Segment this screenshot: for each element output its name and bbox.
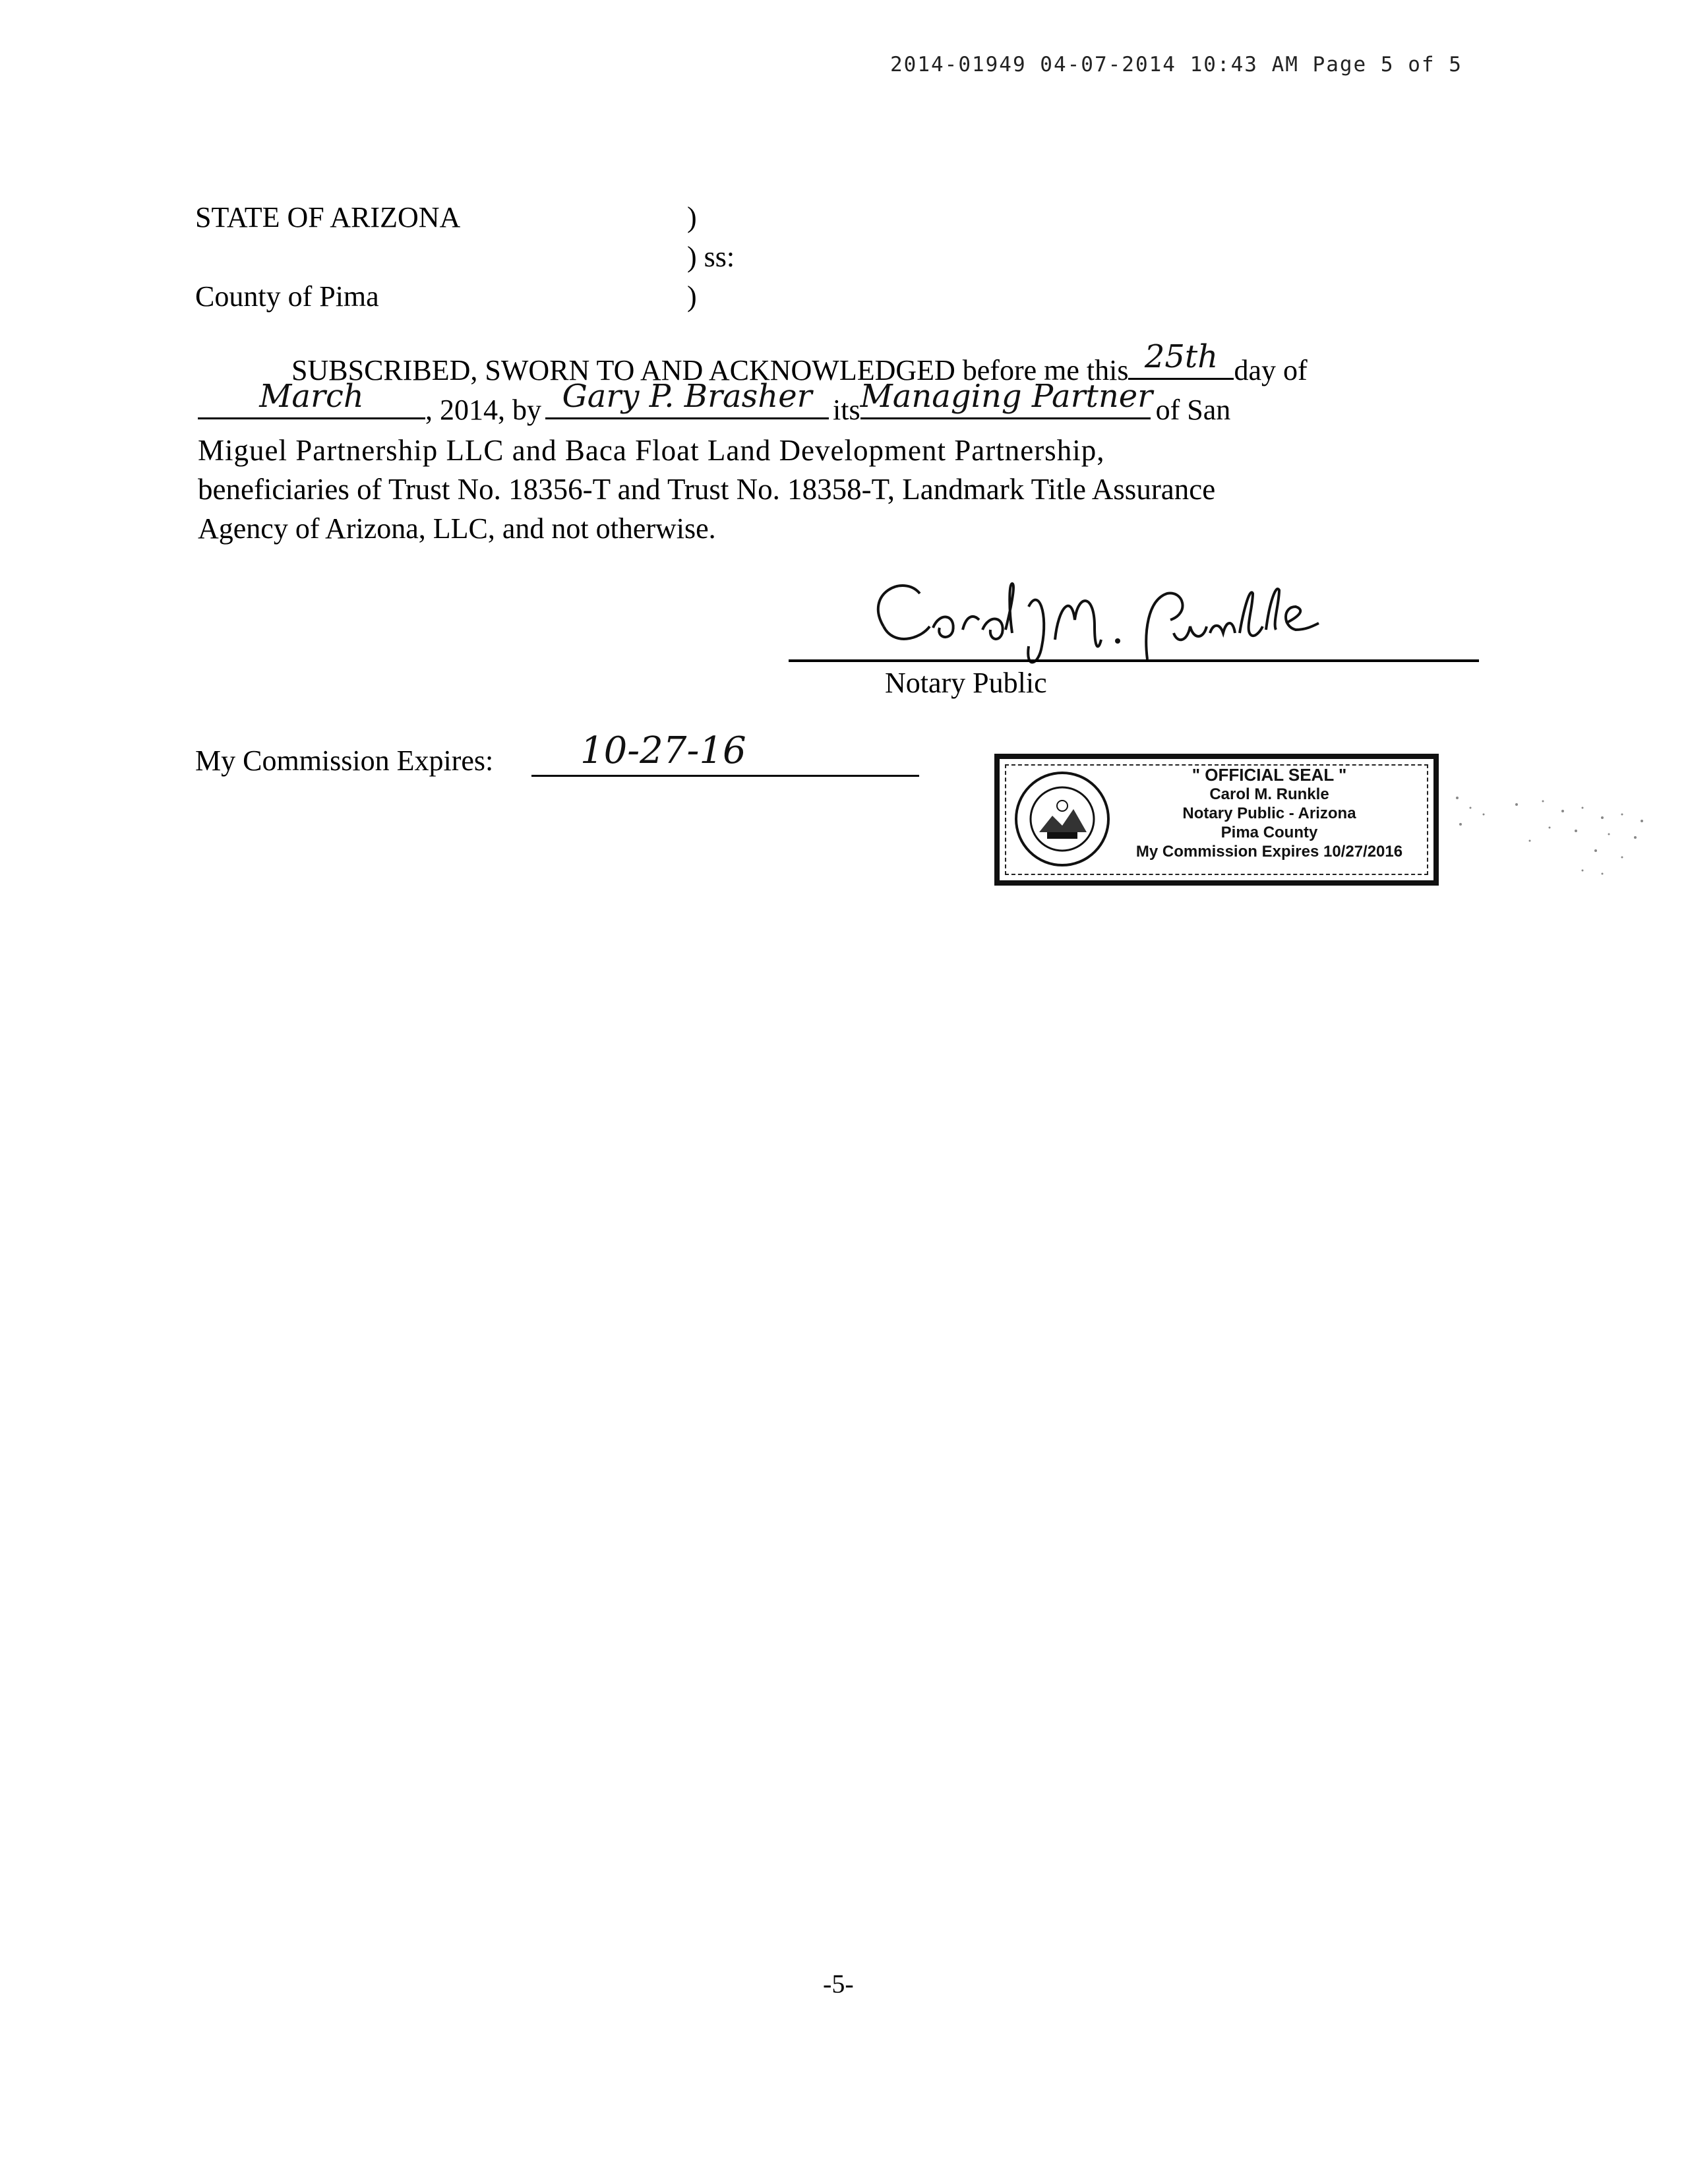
seal-text-block [1112,766,1427,861]
month-blank [198,378,425,419]
page-number: -5- [823,1969,854,1999]
venue-paren-ss: ) ss: [687,241,735,273]
ack-line-2 [198,378,1231,427]
ack-its: its [833,394,860,426]
commission-expires-blank [531,775,919,777]
venue-paren-3: ) [687,280,697,313]
venue-state: STATE OF ARIZONA [195,201,461,233]
seal-notary-state: Notary Public - Arizona [1182,804,1356,822]
day-handwritten: 25th [1144,338,1219,375]
seal-notary-name: Carol M. Runkle [1209,785,1329,803]
notary-signature [857,567,1358,666]
ack-line-1-end: day of [1234,354,1308,386]
seal-official-title: " OFFICIAL SEAL " [1191,765,1347,785]
ack-year-by: , 2014, by [425,394,541,426]
commission-expires-handwritten: 10-27-16 [580,729,746,772]
signature-line [789,659,1479,662]
recording-stamp: 2014-01949 04-07-2014 10:43 AM Page 5 of 5 [890,53,1462,76]
title-handwritten: Managing Partner [860,378,1153,415]
ack-line-3: Miguel Partnership LLC and Baca Float Land Development Partnership, [198,434,1105,467]
ack-line-2-end: of San [1155,394,1231,426]
notary-public-label: Notary Public [885,667,1047,699]
notary-seal-stamp [994,754,1439,886]
seal-expiration: My Commission Expires 10/27/2016 [1135,843,1403,861]
ack-line-4: beneficiaries of Trust No. 18356-T and Trust No. 18358-T, Landmark Title Assurance [198,473,1216,506]
title-blank [860,378,1153,419]
name-blank [545,378,829,419]
month-handwritten: March [259,378,364,415]
scan-speckle-marks [1444,778,1668,890]
venue-paren-1: ) [687,201,697,233]
name-handwritten: Gary P. Brasher [562,378,812,415]
seal-county: Pima County [1221,824,1318,841]
venue-county: County of Pima [195,280,379,313]
ack-line-5: Agency of Arizona, LLC, and not otherwise. [198,512,716,545]
commission-expires-label: My Commission Expires: [195,744,494,777]
state-seal-emblem-icon [1013,770,1112,868]
ack-line-1-text: SUBSCRIBED, SWORN TO AND ACKNOWLEDGED before me this [291,354,1129,386]
